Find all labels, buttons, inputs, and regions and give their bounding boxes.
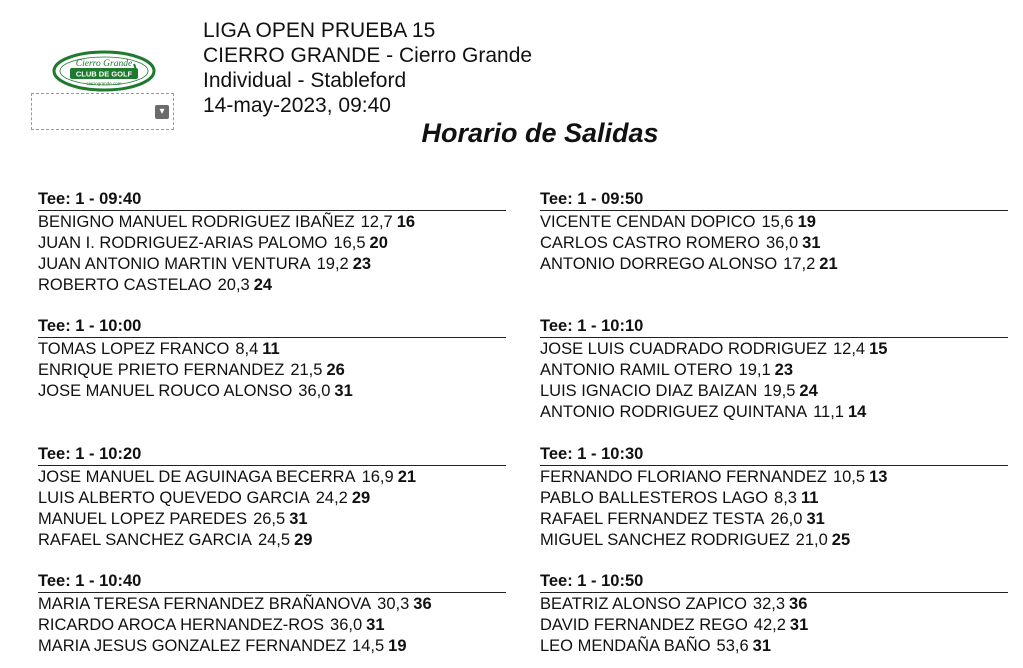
player-name: ANTONIO RODRIGUEZ QUINTANA	[540, 403, 808, 421]
player-name: PABLO BALLESTEROS LAGO	[540, 489, 769, 507]
player-strokes: 21	[819, 255, 838, 273]
player-strokes: 24	[799, 382, 818, 400]
player-row	[38, 488, 506, 509]
player-handicap: 32,3	[752, 595, 786, 613]
player-handicap: 53,6	[716, 637, 749, 655]
player-handicap: 36,0	[330, 616, 363, 634]
player-strokes: 21	[397, 468, 417, 486]
player-name: MARIA JESUS GONZALEZ FERNANDEZ	[38, 637, 347, 655]
player-handicap: 11,1	[813, 403, 844, 421]
player-strokes: 31	[289, 510, 308, 528]
tee-group	[540, 572, 1008, 657]
player-strokes: 36	[413, 595, 432, 613]
player-row	[38, 339, 506, 360]
player-strokes: 16	[396, 213, 416, 231]
player-row	[540, 254, 1008, 275]
player-handicap: 21,5	[290, 361, 323, 379]
player-row	[540, 381, 1008, 402]
player-strokes: 11	[800, 489, 819, 507]
player-name: CARLOS CASTRO ROMERO	[540, 234, 761, 252]
player-handicap: 30,3	[377, 595, 410, 613]
tee-group	[38, 190, 506, 296]
player-row	[38, 275, 506, 296]
player-row	[540, 488, 1008, 509]
tee-time-heading: Tee: 1 - 10:00	[38, 317, 506, 338]
player-strokes: 29	[294, 531, 313, 549]
player-strokes: 31	[366, 616, 385, 634]
player-row	[540, 594, 1008, 615]
player-strokes: 31	[334, 382, 353, 400]
player-row	[540, 530, 1008, 551]
tee-group	[38, 445, 506, 551]
player-strokes: 31	[789, 616, 809, 634]
player-strokes: 29	[351, 489, 371, 507]
player-name: LUIS IGNACIO DIAZ BAIZAN	[540, 382, 758, 400]
event-datetime: 14-may-2023, 09:40	[203, 94, 391, 117]
chevron-down-icon[interactable]: ▾	[155, 105, 169, 119]
tee-group	[38, 572, 506, 657]
player-handicap: 42,2	[753, 616, 786, 634]
player-name: FERNANDO FLORIANO FERNANDEZ	[540, 468, 827, 486]
player-handicap: 19,2	[316, 255, 349, 273]
player-strokes: 14	[847, 403, 867, 421]
event-info	[203, 18, 532, 118]
player-row	[38, 530, 506, 551]
logo-club-text: CLUB DE GOLF	[75, 69, 133, 79]
tee-time-heading: Tee: 1 - 10:10	[540, 317, 1008, 338]
player-row	[38, 636, 506, 657]
player-name: ENRIQUE PRIETO FERNANDEZ	[38, 361, 285, 379]
player-name: MIGUEL SANCHEZ RODRIGUEZ	[540, 531, 790, 549]
player-handicap: 16,5	[333, 234, 366, 252]
player-row	[38, 615, 506, 636]
player-handicap: 16,9	[361, 468, 394, 486]
player-handicap: 19,5	[763, 382, 796, 400]
player-handicap: 26,5	[253, 510, 286, 528]
page-title: Horario de Salidas	[421, 118, 659, 148]
player-row	[540, 636, 1008, 657]
player-handicap: 12,4	[832, 340, 866, 358]
player-strokes: 24	[253, 276, 273, 294]
player-strokes: 31	[752, 637, 772, 655]
player-row	[540, 233, 1008, 254]
player-handicap: 36,0	[298, 382, 331, 400]
tee-time-heading: Tee: 1 - 10:30	[540, 445, 1008, 466]
player-row	[38, 233, 506, 254]
player-row	[38, 212, 506, 233]
player-strokes: 13	[869, 468, 888, 486]
player-name: VICENTE CENDAN DOPICO	[540, 213, 756, 231]
player-row	[38, 360, 506, 381]
player-name: LEO MENDAÑA BAÑO	[540, 637, 711, 655]
player-handicap: 8,3	[774, 489, 797, 507]
player-row	[540, 615, 1008, 636]
player-name: JOSE MANUEL ROUCO ALONSO	[38, 382, 293, 400]
event-venue: CIERRO GRANDE - Cierro Grande	[203, 44, 533, 67]
player-row	[38, 467, 506, 488]
player-row	[38, 254, 506, 275]
player-name: DAVID FERNANDEZ REGO	[540, 616, 748, 634]
player-name: JUAN ANTONIO MARTIN VENTURA	[38, 255, 311, 273]
tee-group	[38, 317, 506, 402]
player-handicap: 19,1	[738, 361, 771, 379]
player-name: ROBERTO CASTELAO	[38, 276, 212, 294]
player-strokes: 20	[369, 234, 388, 252]
player-handicap: 20,3	[217, 276, 250, 294]
player-name: JUAN I. RODRIGUEZ-ARIAS PALOMO	[38, 234, 328, 252]
player-name: RAFAEL SANCHEZ GARCIA	[38, 531, 252, 549]
tee-time-heading: Tee: 1 - 09:50	[540, 190, 1008, 211]
player-name: TOMAS LOPEZ FRANCO	[38, 340, 230, 358]
player-strokes: 31	[806, 510, 825, 528]
player-name: LUIS ALBERTO QUEVEDO GARCIA	[38, 489, 310, 507]
club-logo	[50, 48, 158, 94]
player-name: ANTONIO RAMIL OTERO	[540, 361, 733, 379]
logo-url-text: cierrogrande.com	[86, 81, 122, 86]
player-name: ANTONIO DORREGO ALONSO	[540, 255, 778, 273]
player-strokes: 36	[789, 595, 808, 613]
player-strokes: 19	[797, 213, 816, 231]
player-strokes: 11	[262, 340, 280, 358]
tee-time-heading: Tee: 1 - 10:50	[540, 572, 1008, 593]
player-row	[540, 509, 1008, 530]
event-name: LIGA OPEN PRUEBA 15	[203, 19, 436, 42]
logo-script-text: Cierro Grande	[75, 59, 133, 69]
player-handicap: 24,5	[257, 531, 291, 549]
player-strokes: 19	[388, 637, 407, 655]
player-handicap: 12,7	[360, 213, 393, 231]
tee-time-heading: Tee: 1 - 10:20	[38, 445, 506, 466]
player-name: BEATRIZ ALONSO ZAPICO	[540, 595, 747, 613]
player-handicap: 15,6	[761, 213, 794, 231]
player-name: BENIGNO MANUEL RODRIGUEZ IBAÑEZ	[38, 213, 355, 231]
player-name: JOSE MANUEL DE AGUINAGA BECERRA	[38, 468, 356, 486]
tee-group	[540, 445, 1008, 551]
player-handicap: 21,0	[795, 531, 828, 549]
player-handicap: 24,2	[315, 489, 348, 507]
tee-time-heading: Tee: 1 - 09:40	[38, 190, 506, 211]
player-strokes: 15	[869, 340, 888, 358]
player-row	[540, 339, 1008, 360]
player-handicap: 36,0	[766, 234, 799, 252]
player-strokes: 31	[802, 234, 821, 252]
player-strokes: 26	[326, 361, 345, 379]
event-format: Individual - Stableford	[203, 69, 407, 92]
tee-group	[540, 317, 1008, 423]
player-row	[38, 381, 506, 402]
player-row	[540, 402, 1008, 423]
player-handicap: 26,0	[770, 510, 803, 528]
player-strokes: 25	[831, 531, 851, 549]
tee-time-heading: Tee: 1 - 10:40	[38, 572, 506, 593]
player-name: RICARDO AROCA HERNANDEZ-ROS	[38, 616, 325, 634]
player-handicap: 8,4	[235, 340, 259, 358]
player-strokes: 23	[774, 361, 794, 379]
tee-group	[540, 190, 1008, 275]
player-row	[540, 212, 1008, 233]
player-row	[38, 594, 506, 615]
player-name: MANUEL LOPEZ PAREDES	[38, 510, 248, 528]
player-row	[540, 360, 1008, 381]
player-strokes: 23	[352, 255, 372, 273]
player-handicap: 10,5	[832, 468, 866, 486]
player-handicap: 17,2	[783, 255, 816, 273]
player-handicap: 14,5	[352, 637, 385, 655]
player-name: JOSE LUIS CUADRADO RODRIGUEZ	[540, 340, 827, 358]
player-row	[38, 509, 506, 530]
player-name: RAFAEL FERNANDEZ TESTA	[540, 510, 765, 528]
player-row	[540, 467, 1008, 488]
player-name: MARIA TERESA FERNANDEZ BRAÑANOVA	[38, 595, 372, 613]
